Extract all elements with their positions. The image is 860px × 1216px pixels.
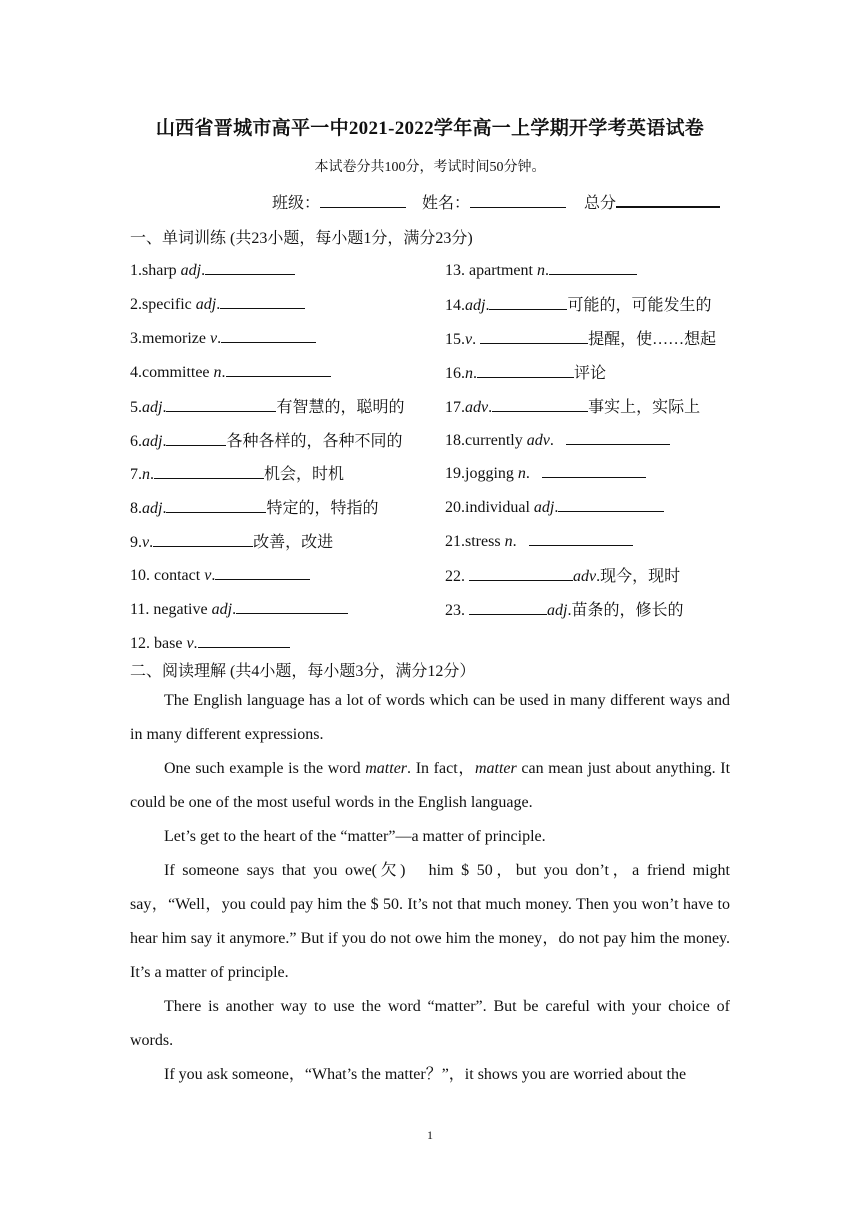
part-of-speech: v <box>186 634 194 652</box>
vocab-item <box>130 563 310 585</box>
part-of-speech: adj <box>142 500 163 518</box>
answer-blank[interactable] <box>226 360 331 377</box>
passage-paragraph-1: The English language has a lot of words which can be used in many different ways and in many different expressions. <box>130 692 730 743</box>
vocab-punct: . <box>216 295 221 313</box>
part-of-speech: v <box>209 329 218 347</box>
vocab-punct: . <box>544 262 549 279</box>
student-info-row <box>272 190 720 213</box>
vocab-item <box>445 326 716 349</box>
passage-paragraph-3: Let’s get to the heart of the “matter”—a matter of principle. <box>164 828 546 845</box>
part-of-speech: v <box>204 567 212 585</box>
p2-text-c: . In fact， <box>407 760 475 777</box>
vocab-punct: .现今，现时 <box>596 568 681 586</box>
vocab-meaning: 机会，时机 <box>264 466 345 484</box>
answer-blank[interactable] <box>215 563 310 580</box>
vocab-punct: . <box>472 330 481 348</box>
exam-note: 本试卷分共100分，考试时间50分钟。 <box>314 160 546 175</box>
part-of-speech: n <box>213 363 222 381</box>
vocab-word: 15. <box>445 330 465 348</box>
vocab-word: 3.memorize <box>130 329 210 347</box>
vocab-punct: . <box>232 601 237 618</box>
vocab-punct: . <box>485 296 490 314</box>
vocab-punct: .苗条的，修长的 <box>567 602 684 619</box>
vocab-word: 18.currently <box>445 431 527 449</box>
answer-blank[interactable] <box>154 462 264 479</box>
p2-matter-1: matter <box>365 760 408 777</box>
vocab-item <box>130 360 331 382</box>
vocab-item <box>445 258 637 280</box>
answer-blank[interactable] <box>558 495 664 512</box>
name-label: 姓名： <box>422 195 471 212</box>
answer-blank[interactable] <box>549 258 637 275</box>
answer-blank[interactable] <box>221 326 316 343</box>
vocab-word: 4.committee <box>130 363 214 381</box>
vocab-word: 2.specific <box>130 295 196 313</box>
page-number: 1 <box>427 1128 433 1142</box>
answer-blank[interactable] <box>542 461 646 478</box>
vocab-meaning: 提醒，使……想起 <box>588 330 717 348</box>
vocab-word: 12. base <box>130 634 187 652</box>
p2-text-a: One such example is the word <box>164 760 366 777</box>
part-of-speech: v <box>465 330 473 348</box>
vocab-item <box>130 631 290 653</box>
vocab-item <box>445 529 633 551</box>
vocab-item <box>445 461 646 483</box>
answer-blank[interactable] <box>469 564 573 581</box>
vocab-item <box>130 292 305 314</box>
vocab-word: 7. <box>130 466 142 484</box>
part-of-speech: adv <box>573 568 597 586</box>
page-title: 山西省晋城市高平一中2021-2022学年高一上学期开学考英语试卷 <box>155 118 705 139</box>
vocab-punct: . <box>150 466 154 484</box>
answer-blank[interactable] <box>236 597 348 614</box>
vocab-word: 11. negative <box>130 601 212 618</box>
vocab-word: 23. <box>445 602 469 619</box>
passage-paragraph-2 <box>130 752 730 820</box>
part-of-speech: n <box>517 465 526 483</box>
vocab-meaning: 各种各样的，各种不同的 <box>226 432 403 450</box>
vocab-meaning: 可能的，可能发生的 <box>567 296 712 314</box>
p2-text-e: can mean just about anything. It could be one of the most useful words in the English language. <box>130 760 731 811</box>
answer-blank[interactable] <box>489 293 567 310</box>
vocab-item <box>445 563 680 586</box>
vocab-word: 13. apartment <box>445 262 537 279</box>
vocab-word: 19.jogging <box>445 465 518 483</box>
part-of-speech: n <box>504 533 513 551</box>
vocab-item <box>130 394 404 417</box>
total-label: 总分 <box>584 195 617 212</box>
answer-blank[interactable] <box>566 428 670 445</box>
passage-paragraph-6: If you ask someone，“What’s the matter？”，it shows you are worried about the <box>164 1066 687 1083</box>
class-label: 班级： <box>272 195 321 212</box>
vocab-punct: . <box>193 634 198 652</box>
vocab-punct: . <box>217 329 222 347</box>
answer-blank[interactable] <box>166 496 266 513</box>
vocab-word: 8. <box>130 500 142 518</box>
answer-blank[interactable] <box>480 327 588 344</box>
total-blank[interactable] <box>616 190 720 208</box>
vocab-meaning: 事实上，实际上 <box>588 398 701 416</box>
vocab-word: 21.stress <box>445 533 505 551</box>
answer-blank[interactable] <box>220 292 305 309</box>
vocab-item <box>130 428 402 451</box>
vocab-punct: . <box>525 465 542 483</box>
vocab-meaning: 有智慧的，聪明的 <box>276 398 405 416</box>
answer-blank[interactable] <box>153 530 253 547</box>
vocab-item <box>445 597 683 620</box>
vocab-word: 1.sharp <box>130 262 181 279</box>
part-of-speech: adj <box>465 296 486 314</box>
vocab-item <box>130 495 378 518</box>
part-of-speech: adj <box>142 432 163 450</box>
answer-blank[interactable] <box>492 395 588 412</box>
class-blank[interactable] <box>320 191 406 208</box>
passage-paragraph-5: There is another way to use the word “matter”. But be careful with your choice of words. <box>130 998 730 1049</box>
part-of-speech: adj <box>211 601 233 618</box>
vocab-word: 16. <box>445 364 465 382</box>
vocab-item <box>445 360 606 383</box>
vocab-punct: . <box>162 500 167 518</box>
vocab-punct: . <box>162 398 167 416</box>
section1-heading: 一、单词训练 (共23小题，每小题1分，满分23分) <box>130 230 473 247</box>
part-of-speech: adv <box>465 398 489 416</box>
vocab-punct: . <box>549 431 566 449</box>
p2-matter-2: matter <box>474 760 517 777</box>
vocab-meaning: 评论 <box>574 364 607 382</box>
vocab-word: 10. contact <box>130 567 205 585</box>
answer-blank[interactable] <box>469 598 547 615</box>
part-of-speech: adj <box>142 398 163 416</box>
part-of-speech: adj <box>533 499 555 517</box>
vocab-punct: . <box>162 432 167 450</box>
vocab-word: 20.individual <box>445 499 534 517</box>
vocab-punct: . <box>512 533 529 551</box>
vocab-meaning: 特定的，特指的 <box>266 500 379 518</box>
vocab-item <box>445 428 670 450</box>
vocab-punct: . <box>211 567 216 585</box>
vocab-item <box>130 326 316 348</box>
vocab-punct: . <box>488 398 493 416</box>
vocab-item <box>445 292 711 315</box>
answer-blank[interactable] <box>477 361 574 378</box>
vocab-item <box>130 597 348 619</box>
vocab-item <box>130 461 344 484</box>
vocab-word: 14. <box>445 296 465 314</box>
section2-heading: 二、阅读理解 (共4小题，每小题3分，满分12分） <box>130 663 476 680</box>
answer-blank[interactable] <box>166 395 276 412</box>
part-of-speech: n <box>536 262 545 279</box>
vocab-word: 5. <box>130 398 142 416</box>
part-of-speech: n <box>465 364 473 382</box>
vocab-word: 9. <box>130 534 142 552</box>
name-blank[interactable] <box>470 191 566 208</box>
vocab-word: 17. <box>445 398 465 416</box>
vocab-punct: . <box>201 262 206 279</box>
vocab-punct: . <box>221 363 226 381</box>
vocab-item <box>445 495 664 517</box>
vocab-item <box>445 394 700 417</box>
answer-blank[interactable] <box>166 429 226 446</box>
passage-paragraph-4: If someone says that you owe(欠) him $ 50，but you don’t，a friend might say，“Well，you could pay him the $ 50. It’s not that much money. Then you won’t have to hear him say it anymore.” But if you do not owe him the money，do not pay him the money. It’s a matter of principle. <box>130 862 730 981</box>
vocab-word: 6. <box>130 432 142 450</box>
part-of-speech: v <box>142 534 150 552</box>
part-of-speech: adj <box>547 602 568 619</box>
vocab-punct: . <box>554 499 559 517</box>
part-of-speech: adv <box>526 431 550 449</box>
vocab-item <box>130 529 333 552</box>
part-of-speech: adj <box>195 295 217 313</box>
vocab-meaning: 改善，改进 <box>253 534 334 552</box>
part-of-speech: n <box>142 466 150 484</box>
answer-blank[interactable] <box>205 258 295 275</box>
vocab-punct: . <box>473 364 477 382</box>
answer-blank[interactable] <box>529 529 633 546</box>
part-of-speech: adj <box>180 262 202 279</box>
vocab-word: 22. <box>445 568 469 586</box>
answer-blank[interactable] <box>198 631 290 648</box>
vocab-punct: . <box>149 534 154 552</box>
vocab-item <box>130 258 295 280</box>
